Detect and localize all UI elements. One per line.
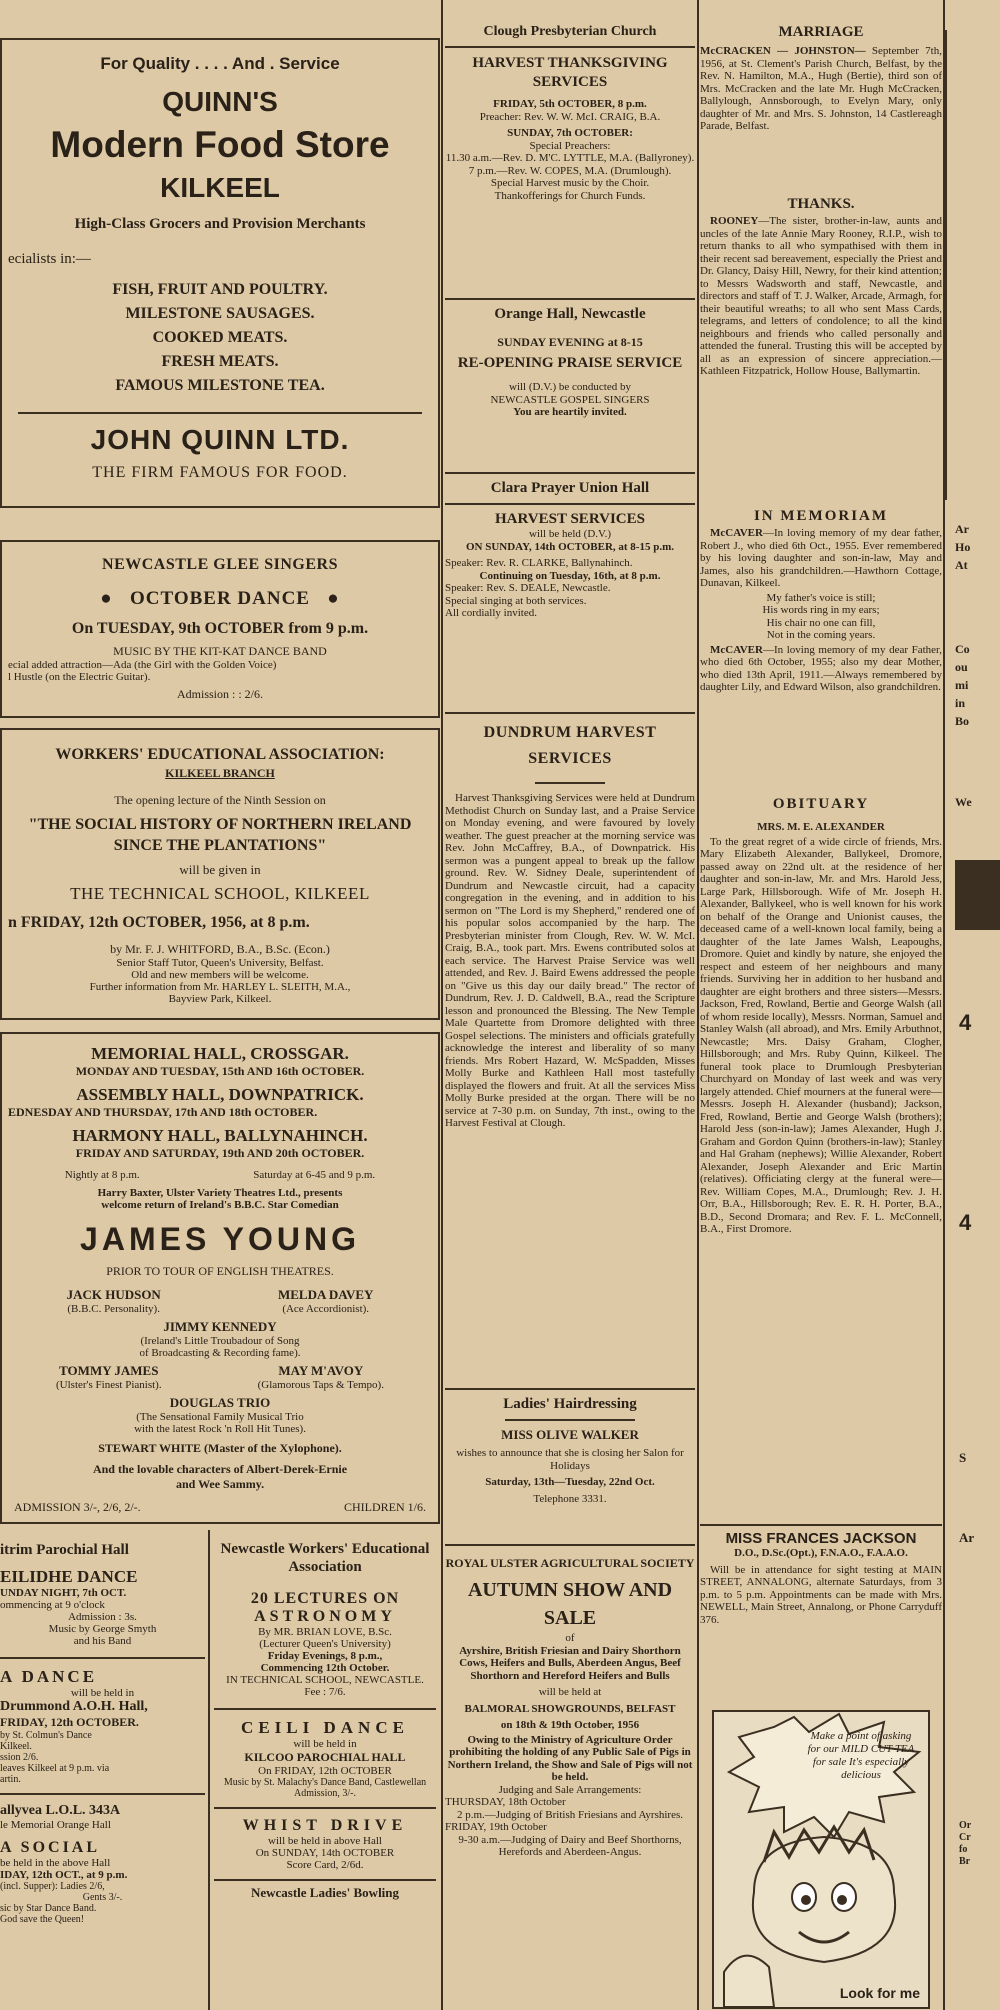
thanks-name: ROONEY: [710, 215, 759, 227]
ceili-date: On FRIDAY, 12th OCTOBER: [258, 1765, 392, 1777]
act-desc: (Glamorous Taps & Tempo).: [257, 1379, 384, 1391]
rus-of: of: [565, 1632, 575, 1644]
nightly-time: Nightly at 8 p.m.: [64, 1169, 140, 1181]
edge-fragment: At: [955, 558, 968, 572]
quinns-slogan: THE FIRM FAMOUS FOR FOOD.: [92, 464, 348, 481]
bullet-icon: ●: [100, 588, 130, 609]
quinns-items: [8, 278, 432, 398]
rus-venue: BALMORAL SHOWGROUNDS, BELFAST: [464, 1702, 676, 1715]
wea-intro: The opening lecture of the Ninth Session on: [114, 793, 326, 807]
edge-fragment: Ho: [955, 540, 971, 554]
quinns-store: Modern Food Store: [50, 124, 390, 165]
clough-sunday: SUNDAY, 7th OCTOBER:: [507, 127, 633, 139]
aoh-music-2: Kilkeel.: [0, 1741, 32, 1752]
act-desc: (The Sensational Family Musical Trio: [136, 1411, 304, 1423]
divider: [214, 1807, 436, 1809]
divider: [445, 46, 695, 48]
divider: [214, 1879, 436, 1881]
divider: [445, 298, 695, 300]
divider: [445, 1388, 695, 1390]
rus-friday: FRIDAY, 19th October: [445, 1821, 547, 1833]
marriage-entry: [700, 45, 942, 133]
venue-2: ASSEMBLY HALL, DOWNPATRICK.: [76, 1085, 364, 1104]
ceili-held: will be held in: [293, 1738, 357, 1750]
glee-attraction: ecial added attraction—Ada (the Girl with the Golden Voice): [8, 659, 277, 671]
obituary-body: To the great regret of a wide circle of friends, Mrs. Mary Elizabeth Alexander, Ballykeel, Dromore, passed away on 22nd ult. at the residence of her daughter and son-in-law, Mr. and Mrs. Harold Jess, Large Park, Hillsborough. Wife of Mr. Joseph H. Alexander, Ballykeel, who is well known for his work on behalf of the Orange and Unionist causes, the deceased came of a well-known local family, being a daughter of the late James Walsh, Leapoughs, Dromore. Quiet and kindly by nature, she enjoyed the respect and esteem of her neighbours and many friends. Surviving her in addition to her husband and daughter are eight brothers and three sisters—Messrs. Jackson, Fred, Rowland, Bertie and George Walsh (all of whom reside locally), Messrs. Norman, Samuel and Stanley Walsh (all abroad), and Mrs. Emily Arbuthnot, Newcastle; Mrs. Daisy Graham, Clogher, Hillsborough; and Mrs. Ruby Quinn, Kilkeel. The funeral took place to Drumlough Presbyterian Churchyard on Monday of last week and was very largely attended. Chief mourners at the funeral were—Messrs. Joseph H. Alexander (husband); Jackson, Fred, Rowland, Bertie and George Walsh (brothers); Harold Jess (son-in-law); James Alexander, Hugh J. Graham and Gordon Quinn (brothers-in-law); Stanley and Hal Graham (nephews); Willie Alexander, Robert Alexander, Joseph Alexander and Eric Martin (relatives). Officiating clergy at the funeral were—Rev. William Copes, M.A., Drumlough; Rev. J. H. Orr, B.A., Hillsborough; Rev. E. R. H. Porter, B.A., B.D., Second Dromara; and Rev. F. L. McConnell, B.A., First Dromore.: [700, 835, 942, 1235]
saturday-time: Saturday at 6-45 and 9 p.m.: [253, 1169, 376, 1181]
james-young-ad: [0, 1032, 440, 1524]
optician-name: MISS FRANCES JACKSON: [725, 1530, 917, 1547]
hair-telephone: Telephone 3331.: [533, 1492, 607, 1505]
quinns-name: QUINN'S: [162, 86, 278, 117]
leitrim-admission: Admission : 3s.: [68, 1611, 137, 1623]
wea-lecture: "THE SOCIAL HISTORY OF NORTHERN IRELAND SINCE THE PLANTATIONS": [28, 816, 412, 854]
marriage-title: MARRIAGE: [778, 24, 864, 40]
clough-notice: [445, 24, 695, 202]
hair-title: Ladies' Hairdressing: [503, 1396, 637, 1412]
lol-band: sic by Star Dance Band.: [0, 1903, 97, 1914]
column-3: [700, 0, 942, 2010]
clough-head: HARVEST THANKSGIVING SERVICES: [472, 55, 668, 90]
edge-fragment: Ar: [959, 1530, 975, 1545]
glee-title: NEWCASTLE GLEE SINGERS: [102, 556, 338, 573]
memoriam-name: McCAVER: [710, 527, 763, 539]
aoh-admission: ssion 2/6.: [0, 1752, 39, 1763]
marriage-names: McCRACKEN — JOHNSTON—: [700, 45, 866, 57]
ceili-music: Music by St. Malachy's Dance Band, Castlewellan: [223, 1777, 427, 1788]
divider: [214, 1708, 436, 1710]
act-desc: of Broadcasting & Recording fame).: [139, 1347, 301, 1359]
quinns-tagline: For Quality . . . . And . Service: [100, 54, 340, 73]
edge-fragment: We: [955, 795, 972, 809]
wea-welcome: Old and new members will be welcome.: [131, 969, 309, 981]
glee-singers-ad: [0, 540, 440, 718]
orange-invited: You are heartily invited.: [513, 406, 627, 418]
lol-sub: le Memorial Orange Hall: [0, 1819, 111, 1831]
leitrim-event: EILIDHE DANCE: [0, 1567, 138, 1586]
leitrim-date: UNDAY NIGHT, 7th OCT.: [0, 1587, 127, 1599]
edge-dark-block: [955, 860, 1000, 930]
wea-given: will be given in: [179, 862, 261, 877]
divider: [0, 1657, 205, 1659]
wea-date: n FRIDAY, 12th OCTOBER, 1956, at 8 p.m.: [8, 914, 310, 931]
children-price: CHILDREN 1/6.: [344, 1500, 426, 1514]
astronomy-lectures: 20 LECTURES ON: [250, 1590, 400, 1607]
wea-by: by Mr. F. J. WHITFORD, B.A., B.Sc. (Econ.): [110, 942, 330, 956]
divider: [445, 472, 695, 474]
whist-date: On SUNDAY, 14th OCTOBER: [255, 1847, 395, 1859]
edge-fragment: 4: [959, 1010, 972, 1035]
small-ads-right: [214, 1538, 436, 2010]
glee-event: [8, 588, 432, 610]
act: [278, 1287, 373, 1315]
lol-supper: (incl. Supper): Ladies 2/6,: [0, 1881, 105, 1892]
leitrim-music-2: and his Band: [73, 1635, 132, 1647]
ceili-title: CEILI DANCE: [241, 1718, 409, 1737]
aoh-ad: [0, 1665, 205, 1787]
times-row: [8, 1169, 432, 1181]
star-name: JAMES YOUNG: [80, 1221, 360, 1257]
cartoon-bubble-text: Make a point of asking for our MILD CUT TEA for sale It's especially delicious: [807, 1730, 915, 1781]
rus-arrangements: Judging and Sale Arrangements:: [498, 1783, 642, 1796]
edge-fragment: Or: [959, 1820, 972, 1831]
rus-event: AUTUMN SHOW AND SALE: [467, 1579, 673, 1629]
clara-date: ON SUNDAY, 14th OCTOBER, at 8-15 p.m.: [465, 540, 675, 553]
memoriam-verse: My father's voice is still;: [766, 591, 876, 604]
memoriam-body: —In loving memory of my dear father, Robert J., who died 6th Oct., 1955. Ever remembered by his loving daughter and son-in-law, May and James, also his grandchildren.—Hawthorn Cottage, Dunavan, Kilkeel.: [700, 527, 942, 589]
edge-fragment: Br: [959, 1856, 971, 1867]
characters-2: and Wee Sammy.: [175, 1477, 265, 1491]
optician-ad: [700, 1530, 942, 1626]
lol-gents: Gents 3/-.: [82, 1892, 123, 1903]
edge-fragment: Ar: [955, 522, 969, 536]
rus-owing: Owing to the Ministry of Agriculture Order prohibiting the holding of any Public Sale of Pigs in Northern Ireland, the Show and Sale of Pigs will not be held.: [447, 1733, 693, 1783]
astronomy-when-2: Commencing 12th October.: [260, 1662, 390, 1674]
orange-event: RE-OPENING PRAISE SERVICE: [457, 355, 683, 371]
whist-title: WHIST DRIVE: [242, 1817, 408, 1834]
ceili-admission: Admission, 3/-.: [294, 1788, 356, 1799]
divider: [535, 782, 605, 784]
memoriam-entry-1: [700, 527, 942, 590]
rus-friday-detail: 9-30 a.m.—Judging of Dairy and Beef Shorthorns, Herefords and Aberdeen-Angus.: [458, 1833, 682, 1858]
leitrim-ad: [0, 1538, 205, 1651]
quinns-town: KILKEEL: [160, 172, 280, 203]
obituary-notice: [700, 796, 942, 1524]
orange-conducted: will (D.V.) be conducted by: [509, 381, 631, 393]
memoriam-title: IN MEMORIAM: [753, 508, 889, 524]
quinns-desc: High-Class Grocers and Provision Merchants: [74, 216, 366, 232]
edge-fragment: Bo: [955, 714, 970, 728]
rus-ad: [445, 1556, 695, 2010]
column-rule: [441, 0, 443, 2010]
astronomy-fee: Fee : 7/6.: [304, 1686, 346, 1698]
admission: ADMISSION 3/-, 2/6, 2/-.: [14, 1500, 141, 1514]
quinns-specialists: ecialists in:—: [8, 251, 91, 267]
act-desc: (Ace Accordionist).: [282, 1303, 370, 1315]
act-name: JACK HUDSON: [66, 1287, 161, 1302]
whist-ad: [214, 1817, 436, 1871]
clara-singing: Special singing at both services.: [445, 594, 587, 607]
edge-fragment: ou: [955, 660, 968, 674]
memoriam-notice: [700, 508, 942, 694]
memoriam-verse: His chair no one can fill,: [766, 616, 876, 629]
astronomy-ad: [214, 1538, 436, 1700]
quinns-item: FRESH MEATS.: [161, 353, 279, 370]
venue-3: HARMONY HALL, BALLYNAHINCH.: [72, 1126, 368, 1145]
column-2: [445, 0, 695, 2010]
orange-hall-notice: [445, 306, 695, 419]
wea-venue: THE TECHNICAL SCHOOL, KILKEEL: [70, 884, 370, 903]
clara-invited: All cordially invited.: [445, 607, 537, 619]
clough-pm: 7 p.m.—Rev. W. COPES, M.A. (Drumlough).: [468, 164, 672, 177]
act: [258, 1363, 384, 1391]
wea-by-2: Senior Staff Tutor, Queen's University, Belfast.: [116, 957, 324, 969]
dundrum-article: [445, 720, 695, 1370]
prior-tour: PRIOR TO TOUR OF ENGLISH THEATRES.: [106, 1264, 334, 1278]
quinns-company: JOHN QUINN LTD.: [90, 424, 350, 455]
astronomy-subject: ASTRONOMY: [254, 1608, 396, 1625]
orange-title: Orange Hall, Newcastle: [494, 306, 646, 322]
leitrim-time: ommencing at 9 o'clock: [0, 1599, 105, 1611]
edge-fragment: Cr: [959, 1832, 971, 1843]
astronomy-by-2: (Lecturer Queen's University): [259, 1638, 391, 1650]
hair-body: wishes to announce that she is closing her Salon for Holidays: [456, 1447, 684, 1472]
divider: [208, 1530, 210, 2010]
clara-speaker-2: Speaker: Rev. S. DEALE, Newcastle.: [445, 582, 611, 594]
act-row-1: [8, 1287, 432, 1315]
divider: [18, 412, 422, 414]
act-desc: with the latest Rock 'n Roll Hit Tunes).: [134, 1423, 306, 1435]
clara-notice: [445, 480, 695, 620]
small-ads-left: [0, 1538, 205, 2010]
lol-queen: God save the Queen!: [0, 1914, 85, 1925]
clough-special: Special Preachers:: [529, 139, 611, 152]
marriage-notice: [700, 24, 942, 133]
wea-title: WORKERS' EDUCATIONAL ASSOCIATION:: [55, 746, 385, 763]
edge-fragment: Co: [955, 642, 970, 656]
glee-music: MUSIC BY THE KIT-KAT DANCE BAND: [113, 644, 327, 658]
act-row-2: [8, 1363, 432, 1391]
act: [67, 1287, 161, 1315]
memoriam-name: McCAVER: [710, 643, 763, 656]
divider: [505, 1419, 635, 1421]
memoriam-entry-2: [700, 644, 942, 694]
cartoon-caption: Look for me: [839, 1985, 920, 2001]
clough-thanks: Thankofferings for Church Funds.: [494, 189, 646, 202]
marriage-body: September 7th, 1956, at St. Clement's Parish Church, Belfast, by the Rev. N. Hamilton, M.A., Hugh (Bertie), third son of Mrs. McCracken and the late Mr. Hugh McCracken, Ballylough, Annsborough, to Evelyn Mary, only daughter of Mr. and Mrs. S. Johnston, 14 Castlereagh Parade, Belfast.: [700, 45, 942, 132]
act-name: STEWART WHITE (Master of the Xylophone).: [98, 1441, 342, 1455]
characters: And the lovable characters of Albert-Derek-Ernie: [92, 1462, 348, 1476]
divider: [700, 1524, 942, 1526]
thanks-entry: [700, 215, 942, 378]
aoh-bus-2: artin.: [0, 1774, 21, 1785]
edge-fragment: fo: [959, 1844, 968, 1855]
thanks-notice: [700, 196, 942, 378]
optician-quals: D.O., D.Sc.(Opt.), F.N.A.O., F.A.A.O.: [734, 1547, 908, 1559]
glee-admission: Admission : : 2/6.: [176, 687, 263, 701]
dates-1: MONDAY AND TUESDAY, 15th AND 16th OCTOBER.: [75, 1064, 365, 1078]
clough-music: Special Harvest music by the Choir.: [490, 177, 650, 189]
act-desc: (B.B.C. Personality).: [67, 1303, 160, 1315]
clough-preacher: Preacher: Rev. W. W. McI. CRAIG, B.A.: [479, 110, 661, 123]
memoriam-verse: His words ring in my ears;: [762, 604, 880, 616]
ceili-ad: [214, 1718, 436, 1799]
astronomy-by: By MR. BRIAN LOVE, B.Sc.: [258, 1626, 392, 1638]
dates-2: EDNESDAY AND THURSDAY, 17th AND 18th OCTOBER.: [8, 1105, 318, 1119]
act-name: DOUGLAS TRIO: [169, 1395, 271, 1410]
welcome-return: welcome return of Ireland's B.B.C. Star Comedian: [101, 1199, 339, 1211]
clara-speaker-1: Speaker: Rev. R. CLARKE, Ballynahinch.: [445, 557, 633, 569]
edge-fragment: S: [959, 1450, 967, 1465]
clough-title: Clough Presbyterian Church: [483, 24, 657, 39]
act-desc: (Ireland's Little Troubadour of Song: [140, 1335, 300, 1347]
act-desc: (Ulster's Finest Pianist).: [56, 1379, 162, 1391]
prices-row: [8, 1500, 432, 1515]
aoh-held: will be held in: [70, 1687, 135, 1699]
dates-3: FRIDAY AND SATURDAY, 19th AND 20th OCTOBER.: [75, 1146, 365, 1160]
quinns-item: COOKED MEATS.: [152, 329, 288, 346]
rus-date: on 18th & 19th October, 1956: [500, 1719, 640, 1731]
wea-further: Further information from Mr. HARLEY L. SLEITH, M.A.,: [89, 981, 351, 993]
edge-text-block-3: [959, 1820, 971, 1868]
clara-continuing: Continuing on Tuesday, 16th, at 8 p.m.: [479, 569, 661, 582]
edge-fragment: in: [955, 696, 966, 710]
aoh-date: FRIDAY, 12th OCTOBER.: [0, 1715, 139, 1729]
divider: [445, 1544, 695, 1546]
aoh-bus: leaves Kilkeel at 9 p.m. via: [0, 1763, 110, 1774]
rus-thursday-detail: 2 p.m.—Judging of British Friesians and Ayrshires.: [456, 1808, 683, 1821]
whist-held: will be held in above Hall: [268, 1835, 382, 1847]
act-name: TOMMY JAMES: [59, 1363, 159, 1378]
edge-fragment: 4: [959, 1210, 972, 1235]
edge-text-block-1: [955, 520, 970, 574]
venue-1: MEMORIAL HALL, CROSSGAR.: [91, 1044, 349, 1063]
leitrim-music: Music by George Smyth: [48, 1623, 157, 1635]
memoriam-verse: Not in the coming years.: [766, 629, 876, 641]
rus-held: will be held at: [538, 1686, 602, 1698]
lol-held: be held in the above Hall: [0, 1857, 111, 1869]
glee-attraction-2: l Hustle (on the Electric Guitar).: [8, 671, 151, 683]
divider: [0, 1793, 205, 1795]
quinns-item: FAMOUS MILESTONE TEA.: [115, 377, 325, 394]
act-name: MAY M'AVOY: [278, 1363, 364, 1378]
wea-further-2: Bayview Park, Kilkeel.: [168, 993, 272, 1005]
act-name: MELDA DAVEY: [277, 1287, 374, 1302]
clara-title: Clara Prayer Union Hall: [490, 480, 650, 496]
bullet-icon: ●: [309, 588, 340, 609]
thanks-body: —The sister, brother-in-law, aunts and uncles of the late Annie Mary Rooney, R.I.P., wish to return thanks to all who sympathised with them in their recent sad bereavement, especially the Priest and Dr. Glancy, Daisy Hill, Newry, for their kind attention; to Messrs Wadsworth and staff, Newcastle, and directors and staff of T. J. Walker, Arcade, Armagh, for their beautiful wreaths; to all who sent Mass Cards, telegrams, and letters of condolence; to all the kind neighbours and friends who called personally and attended the funeral. Trusting this will be accepted by all as an expression of sincere appreciation.—Kathleen Fitzpatrick, Hollow House, Ballymartin.: [700, 215, 942, 377]
thanks-title: THANKS.: [787, 196, 855, 212]
column-rule: [697, 0, 699, 2010]
glee-event-label: OCTOBER DANCE: [130, 588, 310, 609]
lol-title: allyvea L.O.L. 343A: [0, 1803, 121, 1818]
optician-body: Will be in attendance for sight testing at MAIN STREET, ANNALONG, alternate Saturdays, from 3 p.m. to 5 p.m. Appointments can be made with Mrs. NEWELL, Main Street, Annalong, or Phone Carryduff 376.: [700, 1563, 942, 1626]
lol-social: A SOCIAL: [0, 1839, 101, 1856]
rus-thursday: THURSDAY, 18th October: [445, 1796, 566, 1808]
divider: [445, 503, 695, 505]
rus-breeds: Ayrshire, British Friesian and Dairy Shorthorn Cows, Heifers and Bulls, Aberdeen Angus, Beef Shorthorn and Hereford Heifers and Bulls: [459, 1644, 681, 1682]
column-4-edge: [945, 0, 1000, 2010]
column-1: [0, 0, 440, 2010]
aoh-music: by St. Colmun's Dance: [0, 1730, 92, 1741]
wea-branch: KILKEEL BRANCH: [165, 766, 275, 780]
edge-fragment: mi: [955, 678, 969, 692]
clough-friday: FRIDAY, 5th OCTOBER, 8 p.m.: [493, 98, 647, 110]
divider: [445, 712, 695, 714]
clara-held: will be held (D.V.): [529, 528, 611, 540]
tea-cartoon-ad: [712, 1710, 930, 2009]
obituary-title: OBITUARY: [772, 796, 870, 812]
clara-head: HARVEST SERVICES: [495, 511, 645, 527]
lol-ad: [0, 1801, 205, 1927]
lol-date: IDAY, 12th OCT., at 9 p.m.: [0, 1869, 128, 1881]
ceili-venue: KILCOO PAROCHIAL HALL: [244, 1750, 406, 1764]
act: [56, 1363, 162, 1391]
orange-sunday: SUNDAY EVENING at 8-15: [497, 335, 643, 349]
wea-ad: [0, 728, 440, 1020]
astronomy-when: Friday Evenings, 8 p.m.,: [267, 1650, 383, 1662]
glee-date: On TUESDAY, 9th OCTOBER from 9 p.m.: [71, 620, 369, 637]
act-name: JIMMY KENNEDY: [163, 1319, 277, 1334]
dundrum-title: DUNDRUM HARVEST SERVICES: [483, 724, 657, 767]
aoh-venue: Drummond A.O.H. Hall,: [0, 1699, 148, 1714]
leitrim-title: itrim Parochial Hall: [0, 1542, 129, 1558]
edge-text-block-2: [955, 640, 970, 730]
orange-singers: NEWCASTLE GOSPEL SINGERS: [490, 393, 650, 406]
clough-am: 11.30 a.m.—Rev. D. M'C. LYTTLE, M.A. (Ballyroney).: [445, 152, 695, 164]
aoh-title: A DANCE: [0, 1667, 98, 1686]
hair-dates: Saturday, 13th—Tuesday, 22nd Oct.: [485, 1476, 655, 1488]
astronomy-where: IN TECHNICAL SCHOOL, NEWCASTLE.: [226, 1674, 424, 1686]
dundrum-body: Harvest Thanksgiving Services were held at Dundrum Methodist Church on Sunday last, and a Praise Service on Monday evening, and were favoured by lovely weather. The guest preacher at the morning service was Rev. John McCaffrey, B.A., of Downpatrick. His sermon was a pungent appeal to break up the fallow ground. Rev. W. Sidney Deale, superintendent of Dundrum and Newcastle circuit, had a capacity congregation in the evening, and in addition to his sermon on "The Lord is my Shepherd," rendered one of his popular solos accompanied by the harp. The Presbyterian minister from Clough, Rev. W. W. McI. Craig, B.A., took part. Mrs. Ewens contributed solos at each service. The Harvest Praise Service was well attended, and Rev. J. Baird Ewens addressed the people on "Give us this day our daily bread." The rector of Dundrum, Rev. J. D. Caldwell, B.A., read the Scripture lesson and pronounced the Blessing. The New Temple Male Quartette from Dromore delighted with three Gospel selections. The ministers and officials gratefully acknowledge the interest and liberality of so many friends. Mrs Robert Hazard, W. McSpadden, Misses Molly Burke and Kathleen Hall most tastefully displayed the flowers and fruit. At all the services Miss Molly Burke presided at the organ. There will be no service at 7-30 p.m. on Sunday, 7th inst., owing to the Harvest Festival at Clough.: [445, 792, 695, 1129]
rus-title: ROYAL ULSTER AGRICULTURAL SOCIETY: [445, 1556, 695, 1570]
quinns-item: FISH, FRUIT AND POULTRY.: [112, 281, 328, 298]
bowling-title: Newcastle Ladies' Bowling: [250, 1885, 400, 1900]
quinns-item: MILESTONE SAUSAGES.: [125, 305, 315, 322]
hair-name: MISS OLIVE WALKER: [501, 1427, 639, 1442]
obituary-name: MRS. M. E. ALEXANDER: [757, 821, 885, 833]
presents: Harry Baxter, Ulster Variety Theatres Ltd., presents: [97, 1187, 343, 1199]
hairdressing-ad: [445, 1396, 695, 1505]
quinns-ad: [0, 38, 440, 508]
astronomy-title: Newcastle Workers' Educational Association: [220, 1541, 430, 1575]
whist-card: Score Card, 2/6d.: [286, 1859, 364, 1871]
memoriam-body: —In loving memory of my dear Father, who died 6th October, 1955; also my dear Mother, who died 13th April, 1911.—Always remembered by daughter Lily, and Edward Wilson, also grandchildren.: [700, 643, 942, 693]
edge-box: [945, 30, 1000, 500]
